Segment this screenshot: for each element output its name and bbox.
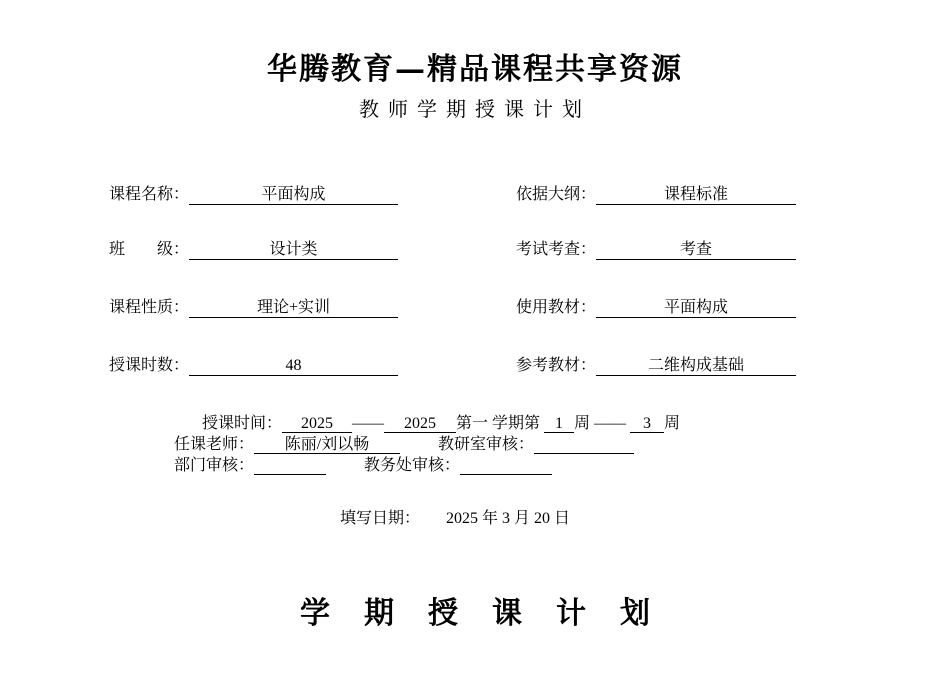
- course-nature-field: [109, 297, 398, 319]
- teaching-hours-label: 授课时数：: [109, 357, 190, 374]
- heading-char: 学: [300, 596, 330, 631]
- year-dash: ——: [352, 415, 385, 432]
- week-dash: ——: [594, 415, 627, 432]
- department-line: [174, 455, 552, 477]
- term-text: 第一 学期第: [456, 415, 541, 432]
- heading-char: 课: [492, 596, 522, 631]
- textbook-label: 使用教材：: [516, 299, 597, 316]
- week-word: 周: [574, 415, 591, 432]
- heading-char: 计: [556, 596, 586, 631]
- reference-book-label: 参考教材：: [516, 357, 597, 374]
- page-title: 华腾教育—精品课程共享资源: [267, 52, 683, 87]
- course-name-label: 课程名称：: [109, 186, 190, 203]
- teacher-value: 陈丽/刘以畅: [254, 434, 400, 454]
- teaching-period-label: 授课时间：: [202, 415, 283, 432]
- fill-date-label: 填写日期：: [340, 510, 421, 527]
- reference-book-field: [516, 355, 796, 377]
- course-name-field: [109, 184, 398, 206]
- teaching-research-review-label: 教研室审核：: [438, 436, 535, 453]
- class-value: 设计类: [189, 239, 398, 260]
- heading-char: 期: [364, 596, 394, 631]
- page-subtitle: 教师学期授课计划: [359, 97, 591, 121]
- end-year: 2025: [384, 413, 456, 433]
- semester-plan-heading: [0, 588, 950, 632]
- teaching-hours-field: [109, 355, 398, 377]
- textbook-value: 平面构成: [596, 297, 796, 318]
- textbook-field: [516, 297, 796, 319]
- end-week: 3: [630, 413, 664, 433]
- teaching-research-review-blank[interactable]: [534, 434, 634, 454]
- teaching-period-line: [202, 413, 680, 435]
- class-label: 班 级：: [109, 241, 190, 258]
- department-review-blank[interactable]: [254, 455, 326, 475]
- syllabus-field: [516, 184, 796, 206]
- start-week: 1: [544, 413, 574, 433]
- exam-type-field: [516, 239, 796, 261]
- teaching-hours-value: 48: [189, 355, 398, 376]
- teacher-line: [174, 434, 634, 456]
- fill-date-line: [340, 505, 570, 528]
- exam-type-label: 考试考查：: [516, 241, 597, 258]
- course-nature-value: 理论+实训: [189, 297, 398, 318]
- week-word-end: 周: [664, 415, 681, 432]
- course-nature-label: 课程性质：: [109, 299, 190, 316]
- syllabus-value: 课程标准: [596, 184, 796, 205]
- academic-office-review-label: 教务处审核：: [364, 457, 461, 474]
- exam-type-value: 考查: [596, 239, 796, 260]
- class-field: [109, 239, 398, 261]
- reference-book-value: 二维构成基础: [596, 355, 796, 376]
- department-review-label: 部门审核：: [174, 457, 255, 474]
- heading-char: 授: [428, 596, 458, 631]
- teacher-label: 任课老师：: [174, 436, 255, 453]
- start-year: 2025: [282, 413, 352, 433]
- syllabus-label: 依据大纲：: [516, 186, 597, 203]
- heading-char: 划: [620, 596, 650, 631]
- academic-office-review-blank[interactable]: [460, 455, 552, 475]
- course-name-value: 平面构成: [189, 184, 398, 205]
- fill-date-value: 2025 年 3 月 20 日: [446, 510, 571, 527]
